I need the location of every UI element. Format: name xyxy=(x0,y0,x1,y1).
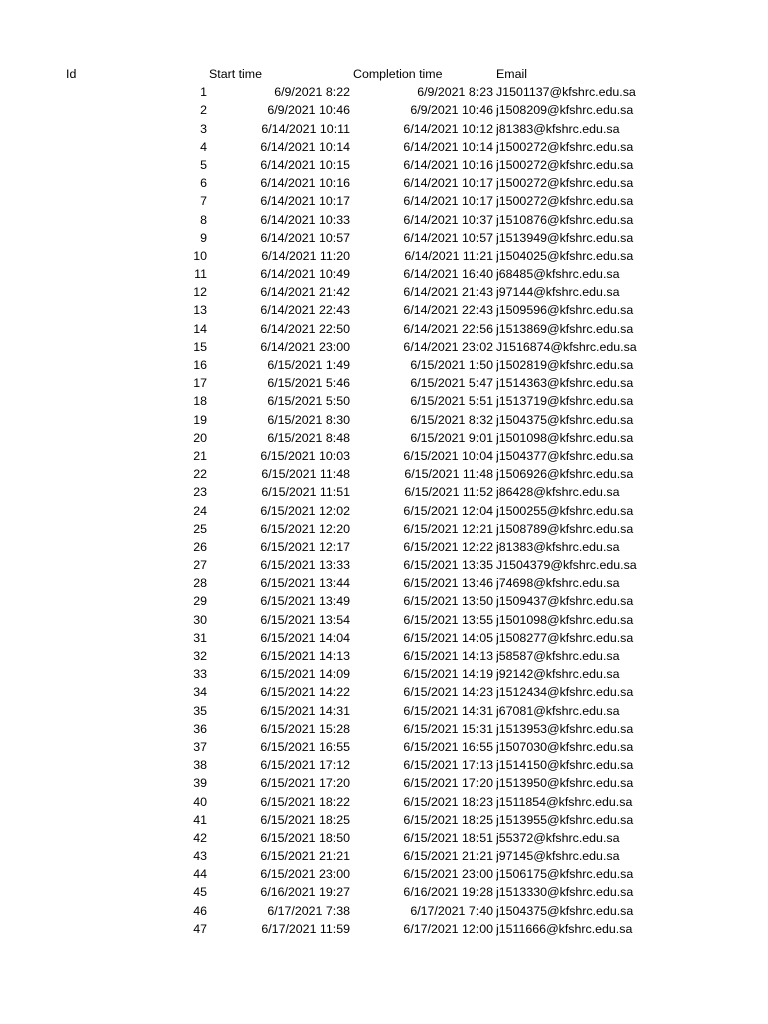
cell-start-time[interactable]: 6/14/2021 11:20 xyxy=(261,248,350,263)
cell-start-time[interactable]: 6/14/2021 10:11 xyxy=(261,121,350,136)
cell-email[interactable]: j97145@kfshrc.edu.sa xyxy=(496,849,620,864)
table-row xyxy=(0,320,768,338)
table-row xyxy=(0,592,768,610)
cell-id[interactable]: 3 xyxy=(200,121,207,136)
cell-id[interactable]: 45 xyxy=(193,885,207,900)
cell-email[interactable]: j81383@kfshrc.edu.sa xyxy=(496,539,620,554)
cell-id[interactable]: 44 xyxy=(193,867,207,882)
cell-completion-time[interactable]: 6/15/2021 11:52 xyxy=(404,485,493,500)
cell-start-time[interactable]: 6/15/2021 17:12 xyxy=(260,758,350,773)
cell-email[interactable]: j1513953@kfshrc.edu.sa xyxy=(496,721,634,736)
cell-id[interactable]: 14 xyxy=(193,321,207,336)
table-row xyxy=(0,138,768,156)
table-row xyxy=(0,411,768,429)
cell-id[interactable]: 36 xyxy=(193,721,207,736)
cell-completion-time[interactable]: 6/14/2021 10:17 xyxy=(403,194,493,209)
table-row xyxy=(0,229,768,247)
table-row xyxy=(0,265,768,283)
cell-id[interactable]: 32 xyxy=(193,649,207,663)
cell-completion-time[interactable]: 6/15/2021 23:00 xyxy=(403,867,493,882)
table-row xyxy=(0,392,768,410)
cell-email[interactable]: j68485@kfshrc.edu.sa xyxy=(496,267,620,282)
cell-start-time[interactable]: 6/14/2021 10:33 xyxy=(260,212,350,227)
cell-email[interactable]: j1508209@kfshrc.edu.sa xyxy=(496,103,634,118)
table-row xyxy=(0,793,768,811)
cell-id[interactable]: 17 xyxy=(193,376,207,391)
table-row xyxy=(0,192,768,210)
cell-id[interactable]: 31 xyxy=(193,630,207,645)
cell-start-time[interactable]: 6/15/2021 18:50 xyxy=(260,830,350,845)
table-row xyxy=(0,101,768,119)
cell-id[interactable]: 15 xyxy=(193,339,207,354)
cell-completion-time[interactable]: 6/15/2021 16:55 xyxy=(403,739,493,754)
cell-start-time[interactable]: 6/15/2021 14:22 xyxy=(260,685,350,700)
cell-completion-time[interactable]: 6/14/2021 11:21 xyxy=(404,248,493,263)
cell-start-time[interactable]: 6/15/2021 12:17 xyxy=(260,539,350,554)
cell-completion-time[interactable]: 6/9/2021 10:46 xyxy=(410,103,493,118)
cell-id[interactable]: 24 xyxy=(193,503,207,518)
cell-id[interactable]: 37 xyxy=(193,739,207,754)
spreadsheet xyxy=(0,65,768,938)
table-row xyxy=(0,865,768,883)
table-row xyxy=(0,611,768,629)
cell-start-time[interactable]: 6/14/2021 10:49 xyxy=(260,267,350,282)
cell-start-time[interactable]: 6/15/2021 14:13 xyxy=(260,649,350,663)
cell-completion-time[interactable]: 6/14/2021 10:16 xyxy=(403,157,493,172)
cell-email[interactable]: j58587@kfshrc.edu.sa xyxy=(496,649,620,663)
table-row xyxy=(0,556,768,574)
cell-completion-time[interactable]: 6/14/2021 10:37 xyxy=(403,212,493,227)
cell-completion-time[interactable]: 6/14/2021 22:56 xyxy=(403,321,493,336)
cell-id[interactable]: 1 xyxy=(200,85,207,100)
cell-id[interactable]: 47 xyxy=(193,921,207,936)
cell-id[interactable]: 12 xyxy=(193,285,207,300)
cell-completion-time[interactable]: 6/15/2021 10:04 xyxy=(403,448,493,463)
cell-start-time[interactable]: 6/15/2021 14:09 xyxy=(260,667,350,682)
cell-start-time[interactable]: 6/15/2021 1:49 xyxy=(267,358,350,372)
cell-completion-time[interactable]: 6/15/2021 13:50 xyxy=(403,594,493,609)
table-row xyxy=(0,902,768,920)
cell-id[interactable]: 35 xyxy=(193,703,207,718)
cell-email[interactable]: j1504377@kfshrc.edu.sa xyxy=(496,448,634,463)
cell-completion-time[interactable]: 6/15/2021 13:35 xyxy=(403,558,493,573)
cell-start-time[interactable]: 6/14/2021 22:43 xyxy=(260,303,350,318)
cell-email[interactable]: j1513719@kfshrc.edu.sa xyxy=(496,394,634,409)
table-row xyxy=(0,538,768,556)
cell-start-time[interactable]: 6/15/2021 14:31 xyxy=(260,703,350,718)
cell-id[interactable]: 21 xyxy=(193,448,207,463)
cell-id[interactable]: 34 xyxy=(193,685,207,700)
cell-id[interactable]: 22 xyxy=(193,467,207,482)
cell-email[interactable]: j1509437@kfshrc.edu.sa xyxy=(496,594,634,609)
cell-email[interactable]: j74698@kfshrc.edu.sa xyxy=(496,576,620,591)
table-row xyxy=(0,156,768,174)
cell-id[interactable]: 6 xyxy=(200,176,207,191)
cell-completion-time[interactable]: 6/9/2021 8:23 xyxy=(417,85,493,100)
table-row xyxy=(0,247,768,265)
cell-start-time[interactable]: 6/15/2021 13:44 xyxy=(260,576,350,591)
cell-email[interactable]: j1507030@kfshrc.edu.sa xyxy=(496,739,634,754)
header-row xyxy=(0,65,768,83)
header-email[interactable]: Email xyxy=(496,67,527,81)
cell-completion-time[interactable]: 6/15/2021 14:23 xyxy=(403,685,493,700)
cell-email[interactable]: j1513869@kfshrc.edu.sa xyxy=(496,321,634,336)
cell-start-time[interactable]: 6/15/2021 11:51 xyxy=(261,485,350,500)
cell-email[interactable]: j97144@kfshrc.edu.sa xyxy=(496,285,620,300)
cell-completion-time[interactable]: 6/14/2021 10:14 xyxy=(403,139,493,154)
cell-start-time[interactable]: 6/9/2021 8:22 xyxy=(274,85,350,100)
table-row xyxy=(0,520,768,538)
table-row xyxy=(0,756,768,774)
cell-completion-time[interactable]: 6/15/2021 13:55 xyxy=(403,612,493,627)
table-row xyxy=(0,774,768,792)
cell-completion-time[interactable]: 6/14/2021 22:43 xyxy=(403,303,493,318)
cell-email[interactable]: j1511666@kfshrc.edu.sa xyxy=(496,921,633,936)
cell-completion-time[interactable]: 6/14/2021 23:02 xyxy=(403,339,493,354)
cell-start-time[interactable]: 6/15/2021 13:54 xyxy=(260,612,350,627)
cell-email[interactable]: j1513330@kfshrc.edu.sa xyxy=(496,885,634,900)
cell-start-time[interactable]: 6/14/2021 22:50 xyxy=(260,321,350,336)
cell-completion-time[interactable]: 6/15/2021 14:13 xyxy=(403,649,493,663)
cell-id[interactable]: 9 xyxy=(200,230,207,245)
cell-email[interactable]: j1504375@kfshrc.edu.sa xyxy=(496,412,634,427)
cell-start-time[interactable]: 6/15/2021 5:50 xyxy=(267,394,350,409)
cell-email[interactable]: j1508789@kfshrc.edu.sa xyxy=(496,521,634,536)
table-row xyxy=(0,120,768,138)
table-row xyxy=(0,574,768,592)
table-row xyxy=(0,83,768,101)
cell-completion-time[interactable]: 6/17/2021 12:00 xyxy=(403,921,493,936)
cell-completion-time[interactable]: 6/15/2021 18:25 xyxy=(403,812,493,827)
table-row xyxy=(0,338,768,356)
cell-start-time[interactable]: 6/14/2021 10:14 xyxy=(260,139,350,154)
cell-start-time[interactable]: 6/15/2021 11:48 xyxy=(261,467,350,482)
cell-completion-time[interactable]: 6/14/2021 10:57 xyxy=(403,230,493,245)
table-row xyxy=(0,665,768,683)
cell-completion-time[interactable]: 6/14/2021 16:40 xyxy=(403,267,493,282)
cell-id[interactable]: 40 xyxy=(193,794,207,809)
cell-start-time[interactable]: 6/15/2021 12:02 xyxy=(260,503,350,518)
table-row xyxy=(0,174,768,192)
cell-email[interactable]: j55372@kfshrc.edu.sa xyxy=(496,830,620,845)
cell-id[interactable]: 43 xyxy=(193,849,207,864)
cell-id[interactable]: 27 xyxy=(193,558,207,573)
table-row xyxy=(0,829,768,847)
cell-email[interactable]: j1508277@kfshrc.edu.sa xyxy=(496,630,634,645)
cell-completion-time[interactable]: 6/15/2021 15:31 xyxy=(403,721,493,736)
cell-email[interactable]: j1513950@kfshrc.edu.sa xyxy=(496,776,634,791)
cell-id[interactable]: 5 xyxy=(200,157,207,172)
cell-id[interactable]: 18 xyxy=(193,394,207,409)
cell-start-time[interactable]: 6/15/2021 13:33 xyxy=(260,558,350,573)
cell-email[interactable]: j1513955@kfshrc.edu.sa xyxy=(496,812,634,827)
cell-email[interactable]: j1502819@kfshrc.edu.sa xyxy=(496,358,634,372)
cell-email[interactable]: j92142@kfshrc.edu.sa xyxy=(496,667,620,682)
table-row xyxy=(0,301,768,319)
cell-id[interactable]: 42 xyxy=(193,830,207,845)
cell-completion-time[interactable]: 6/15/2021 1:50 xyxy=(410,358,493,372)
cell-start-time[interactable]: 6/15/2021 8:30 xyxy=(267,412,350,427)
table-row xyxy=(0,356,768,374)
table-row xyxy=(0,647,768,665)
cell-id[interactable]: 41 xyxy=(193,812,207,827)
table-row xyxy=(0,883,768,901)
cell-email[interactable]: j1504375@kfshrc.edu.sa xyxy=(496,903,634,918)
cell-completion-time[interactable]: 6/15/2021 12:21 xyxy=(403,521,493,536)
cell-start-time[interactable]: 6/14/2021 10:16 xyxy=(260,176,350,191)
cell-start-time[interactable]: 6/15/2021 12:20 xyxy=(260,521,350,536)
cell-email[interactable]: j1514150@kfshrc.edu.sa xyxy=(496,758,634,773)
cell-start-time[interactable]: 6/15/2021 13:49 xyxy=(260,594,350,609)
cell-completion-time[interactable]: 6/16/2021 19:28 xyxy=(403,885,493,900)
table-row xyxy=(0,502,768,520)
table-row xyxy=(0,211,768,229)
cell-id[interactable]: 13 xyxy=(193,303,207,318)
cell-email[interactable]: j1501098@kfshrc.edu.sa xyxy=(496,430,634,445)
cell-start-time[interactable]: 6/17/2021 11:59 xyxy=(261,921,350,936)
cell-start-time[interactable]: 6/14/2021 10:17 xyxy=(260,194,350,209)
cell-email[interactable]: j1509596@kfshrc.edu.sa xyxy=(496,303,634,318)
cell-id[interactable]: 7 xyxy=(200,194,207,209)
table-row xyxy=(0,429,768,447)
cell-email[interactable]: j1504025@kfshrc.edu.sa xyxy=(496,248,634,263)
table-row xyxy=(0,847,768,865)
table-row xyxy=(0,683,768,701)
cell-email[interactable]: j1511854@kfshrc.edu.sa xyxy=(496,794,633,809)
cell-start-time[interactable]: 6/15/2021 8:48 xyxy=(267,430,350,445)
cell-email[interactable]: j1501098@kfshrc.edu.sa xyxy=(496,612,634,627)
cell-id[interactable]: 10 xyxy=(193,248,207,263)
cell-id[interactable]: 16 xyxy=(193,358,207,372)
cell-id[interactable]: 38 xyxy=(193,758,207,773)
cell-email[interactable]: j1506175@kfshrc.edu.sa xyxy=(496,867,634,882)
cell-start-time[interactable]: 6/15/2021 21:21 xyxy=(260,849,350,864)
cell-email[interactable]: J1516874@kfshrc.edu.sa xyxy=(496,339,637,354)
cell-id[interactable]: 33 xyxy=(193,667,207,682)
cell-email[interactable]: J1501137@kfshrc.edu.sa xyxy=(496,85,636,100)
table-row xyxy=(0,283,768,301)
cell-email[interactable]: j81383@kfshrc.edu.sa xyxy=(496,121,620,136)
table-row xyxy=(0,374,768,392)
cell-email[interactable]: j1514363@kfshrc.edu.sa xyxy=(496,376,634,391)
cell-id[interactable]: 30 xyxy=(193,612,207,627)
cell-email[interactable]: j1512434@kfshrc.edu.sa xyxy=(496,685,634,700)
cell-id[interactable]: 20 xyxy=(193,430,207,445)
cell-start-time[interactable]: 6/17/2021 7:38 xyxy=(267,903,350,918)
cell-id[interactable]: 26 xyxy=(193,539,207,554)
cell-completion-time[interactable]: 6/15/2021 21:21 xyxy=(403,849,493,864)
header-id[interactable]: Id xyxy=(66,67,77,81)
cell-start-time[interactable]: 6/14/2021 10:15 xyxy=(260,157,350,172)
cell-id[interactable]: 2 xyxy=(200,103,207,118)
cell-email[interactable]: j1500272@kfshrc.edu.sa xyxy=(496,176,634,191)
cell-id[interactable]: 46 xyxy=(193,903,207,918)
cell-completion-time[interactable]: 6/15/2021 14:19 xyxy=(403,667,493,682)
cell-start-time[interactable]: 6/15/2021 10:03 xyxy=(260,448,350,463)
cell-email[interactable]: j1500255@kfshrc.edu.sa xyxy=(496,503,634,518)
cell-completion-time[interactable]: 6/15/2021 11:48 xyxy=(404,467,493,482)
cell-email[interactable]: j1500272@kfshrc.edu.sa xyxy=(496,194,634,209)
table-row xyxy=(0,811,768,829)
cell-completion-time[interactable]: 6/15/2021 18:23 xyxy=(403,794,493,809)
cell-id[interactable]: 19 xyxy=(193,412,207,427)
cell-start-time[interactable]: 6/16/2021 19:27 xyxy=(260,885,350,900)
cell-start-time[interactable]: 6/15/2021 15:28 xyxy=(260,721,350,736)
table-row xyxy=(0,629,768,647)
cell-completion-time[interactable]: 6/15/2021 12:22 xyxy=(403,539,493,554)
table-row xyxy=(0,447,768,465)
cell-start-time[interactable]: 6/15/2021 23:00 xyxy=(260,867,350,882)
cell-id[interactable]: 4 xyxy=(200,139,207,154)
cell-start-time[interactable]: 6/15/2021 16:55 xyxy=(260,739,350,754)
table-row xyxy=(0,483,768,501)
cell-start-time[interactable]: 6/9/2021 10:46 xyxy=(267,103,350,118)
cell-email[interactable]: j1500272@kfshrc.edu.sa xyxy=(496,139,634,154)
cell-start-time[interactable]: 6/15/2021 14:04 xyxy=(260,630,350,645)
table-row xyxy=(0,920,768,938)
cell-completion-time[interactable]: 6/15/2021 5:51 xyxy=(410,394,493,409)
cell-email[interactable]: j86428@kfshrc.edu.sa xyxy=(496,485,620,500)
cell-completion-time[interactable]: 6/15/2021 12:04 xyxy=(403,503,493,518)
cell-completion-time[interactable]: 6/15/2021 14:05 xyxy=(403,630,493,645)
header-completion-time[interactable]: Completion time xyxy=(353,67,443,81)
cell-start-time[interactable]: 6/14/2021 23:00 xyxy=(260,339,350,354)
cell-email[interactable]: j1506926@kfshrc.edu.sa xyxy=(496,467,634,482)
cell-email[interactable]: J1504379@kfshrc.edu.sa xyxy=(496,558,637,573)
cell-start-time[interactable]: 6/15/2021 18:22 xyxy=(260,794,350,809)
cell-completion-time[interactable]: 6/15/2021 5:47 xyxy=(410,376,493,391)
cell-completion-time[interactable]: 6/14/2021 10:12 xyxy=(403,121,493,136)
cell-email[interactable]: j1510876@kfshrc.edu.sa xyxy=(496,212,634,227)
cell-id[interactable]: 29 xyxy=(193,594,207,609)
table-row xyxy=(0,738,768,756)
header-start-time[interactable]: Start time xyxy=(209,67,263,81)
cell-completion-time[interactable]: 6/15/2021 17:13 xyxy=(403,758,493,773)
cell-start-time[interactable]: 6/15/2021 17:20 xyxy=(260,776,350,791)
cell-completion-time[interactable]: 6/15/2021 17:20 xyxy=(403,776,493,791)
cell-id[interactable]: 11 xyxy=(194,267,207,282)
cell-start-time[interactable]: 6/14/2021 10:57 xyxy=(260,230,350,245)
cell-id[interactable]: 39 xyxy=(193,776,207,791)
cell-email[interactable]: j1513949@kfshrc.edu.sa xyxy=(496,230,634,245)
cell-start-time[interactable]: 6/15/2021 5:46 xyxy=(267,376,350,391)
cell-completion-time[interactable]: 6/14/2021 10:17 xyxy=(403,176,493,191)
table-row xyxy=(0,720,768,738)
cell-completion-time[interactable]: 6/15/2021 8:32 xyxy=(410,412,493,427)
cell-completion-time[interactable]: 6/15/2021 14:31 xyxy=(403,703,493,718)
cell-start-time[interactable]: 6/14/2021 21:42 xyxy=(260,285,350,300)
data-rows xyxy=(0,83,768,938)
cell-email[interactable]: j1500272@kfshrc.edu.sa xyxy=(496,157,634,172)
cell-email[interactable]: j67081@kfshrc.edu.sa xyxy=(496,703,620,718)
cell-completion-time[interactable]: 6/15/2021 18:51 xyxy=(403,830,493,845)
cell-id[interactable]: 23 xyxy=(193,485,207,500)
cell-id[interactable]: 8 xyxy=(200,212,207,227)
cell-start-time[interactable]: 6/15/2021 18:25 xyxy=(260,812,350,827)
cell-completion-time[interactable]: 6/17/2021 7:40 xyxy=(410,903,493,918)
cell-id[interactable]: 28 xyxy=(193,576,207,591)
cell-completion-time[interactable]: 6/15/2021 9:01 xyxy=(410,430,493,445)
table-row xyxy=(0,465,768,483)
cell-completion-time[interactable]: 6/14/2021 21:43 xyxy=(403,285,493,300)
cell-id[interactable]: 25 xyxy=(193,521,207,536)
cell-completion-time[interactable]: 6/15/2021 13:46 xyxy=(403,576,493,591)
table-row xyxy=(0,702,768,720)
